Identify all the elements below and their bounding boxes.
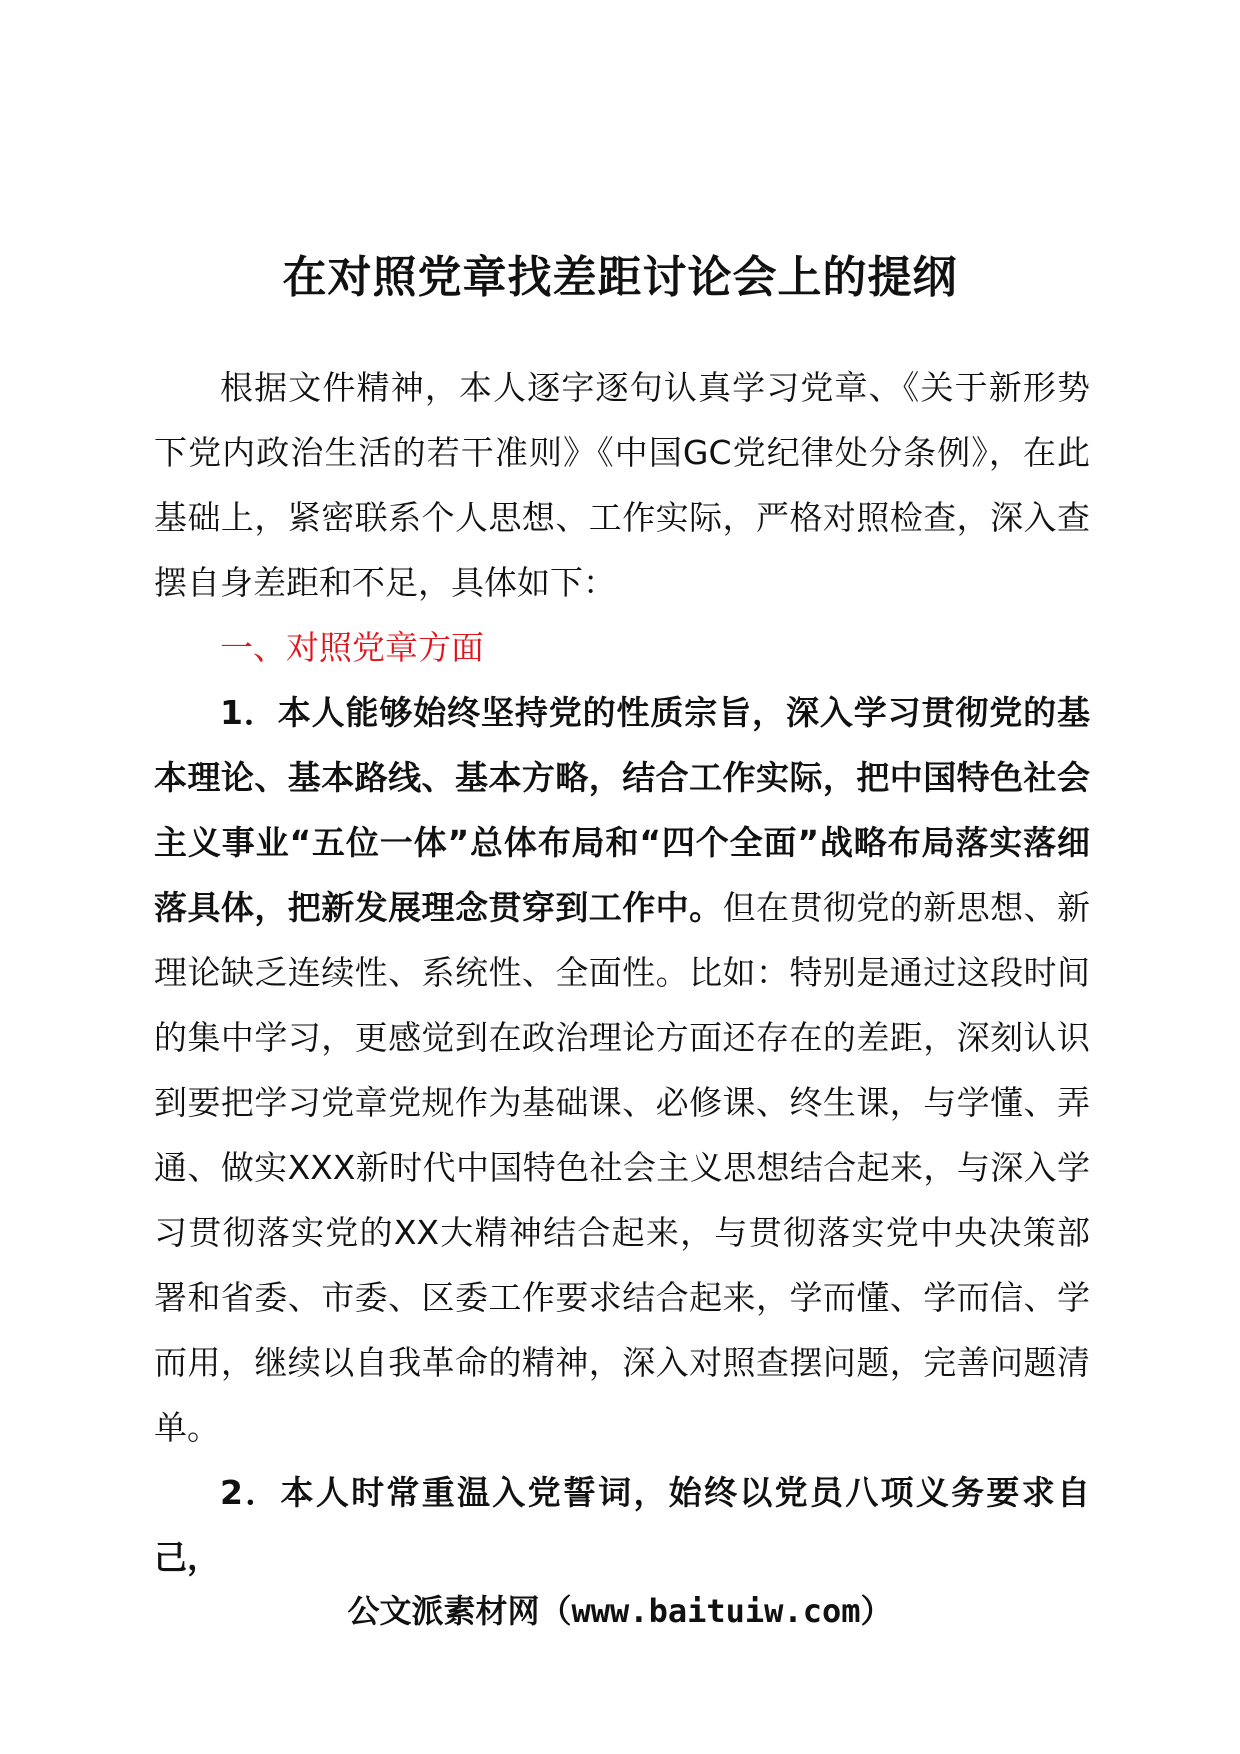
document-body bbox=[154, 355, 1090, 1590]
item-2-paragraph bbox=[154, 1460, 1090, 1590]
intro-paragraph: 根据文件精神，本人逐字逐句认真学习党章、《关于新形势下党内政治生活的若干准则》《中国GC党纪律处分条例》，在此基础上，紧密联系个人思想、工作实际，严格对照检查，深入查摆自身差距和不足，具体如下： bbox=[154, 368, 1090, 602]
section-heading: 一、对照党章方面 bbox=[220, 628, 484, 667]
footer-label: 公文派素材网 bbox=[347, 1592, 540, 1630]
item-1-bold-text: 1．本人能够始终坚持党的性质宗旨，深入学习贯彻党的基本理论、基本路线、基本方略，结合工作实际，把中国特色社会主义事业“五位一体”总体布局和“四个全面”战略布局落实落细落具体，把新发展理念贯穿到工作中。 bbox=[154, 693, 1090, 927]
document-title: 在对照党章找差距讨论会上的提纲 bbox=[282, 252, 958, 303]
item-1-paragraph bbox=[154, 680, 1090, 1460]
footer-site: （www.baituiw.com） bbox=[539, 1592, 893, 1630]
item-1-text: 但在贯彻党的新思想、新理论缺乏连续性、系统性、全面性。比如：特别是通过这段时间的集中学习，更感觉到在政治理论方面还存在的差距，深刻认识到要把学习党章党规作为基础课、必修课、终生课，与学懂、弄通、做实XXX新时代中国特色社会主义思想结合起来，与深入学习贯彻落实党的XX大精神结合起来，与贯彻落实党中央决策部署和省委、市委、区委工作要求结合起来，学而懂、学而信、学而用，继续以自我革命的精神，深入对照查摆问题，完善问题清单。 bbox=[154, 888, 1091, 1447]
item-2-bold-text: 2．本人时常重温入党誓词，始终以党员八项义务要求自己， bbox=[154, 1473, 1090, 1577]
footer-watermark bbox=[0, 1586, 1240, 1636]
